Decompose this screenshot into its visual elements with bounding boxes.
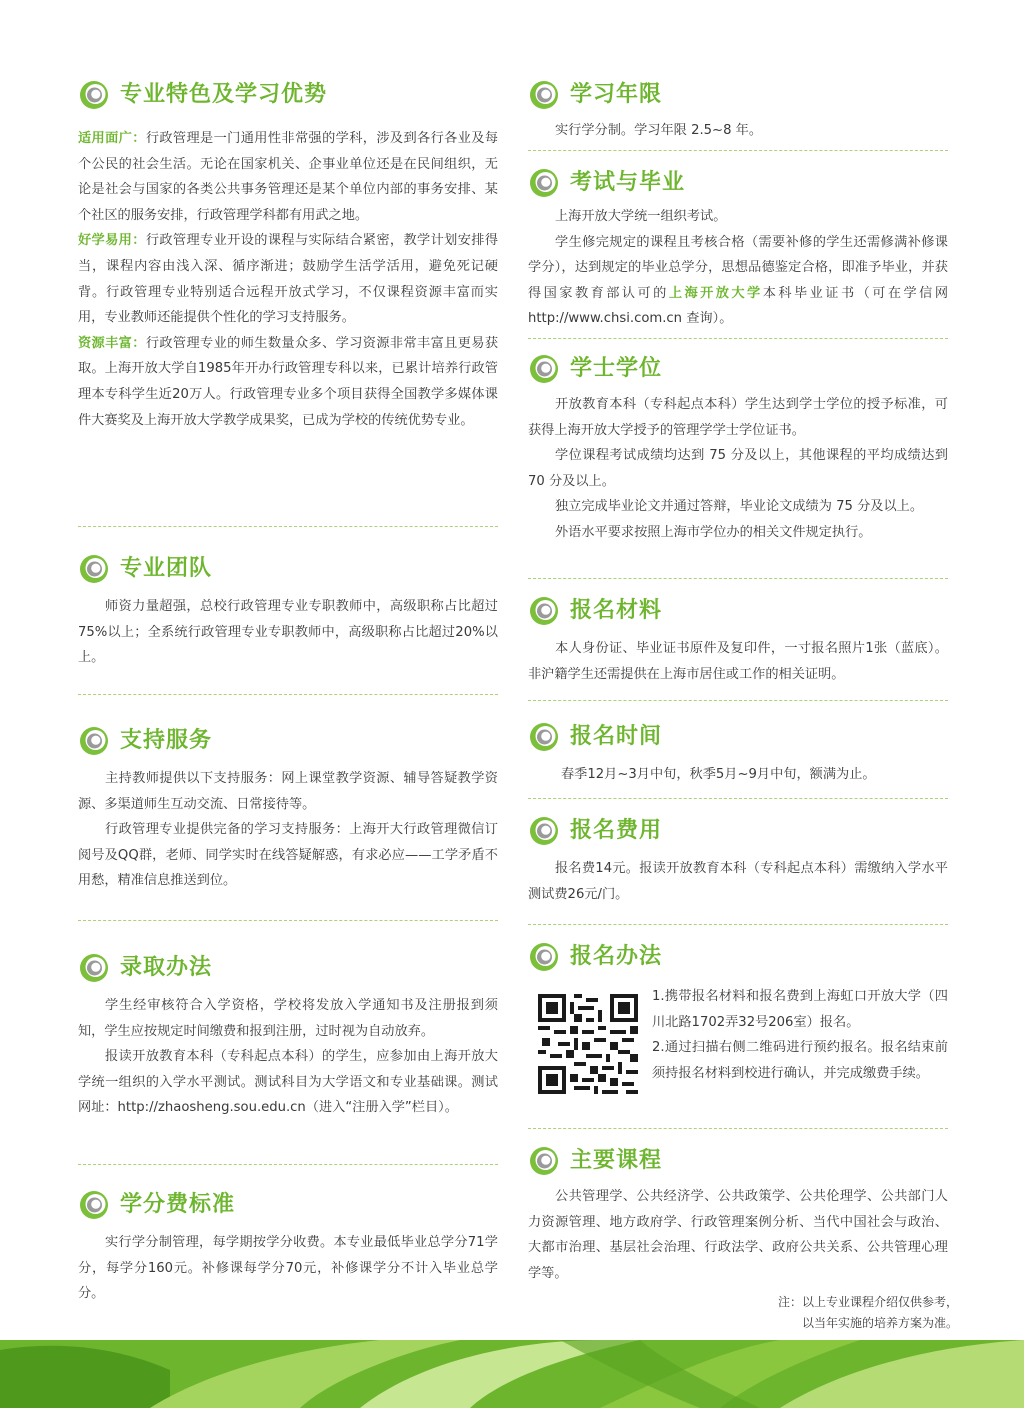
swirl-logo-icon bbox=[528, 595, 560, 627]
dashed-divider bbox=[528, 1128, 948, 1129]
section-header bbox=[528, 166, 948, 202]
section-support bbox=[78, 724, 498, 894]
section-header bbox=[78, 724, 498, 760]
decorative-footer-band bbox=[0, 1340, 1024, 1408]
swirl-logo-icon bbox=[528, 721, 560, 753]
paragraph: 学位课程考试成绩均达到 75 分及以上，其他课程的平均成绩达到 70 分及以上。 bbox=[528, 448, 948, 489]
section-title: 学分费标准 bbox=[120, 1192, 236, 1217]
section-regfee bbox=[528, 814, 948, 907]
section-title: 学习年限 bbox=[570, 82, 663, 107]
section-body bbox=[78, 1230, 498, 1307]
dashed-divider bbox=[78, 1164, 498, 1165]
section-title: 专业团队 bbox=[120, 556, 213, 581]
section-body bbox=[78, 594, 498, 671]
section-title: 主要课程 bbox=[570, 1148, 663, 1173]
swirl-logo-icon bbox=[528, 815, 560, 847]
section-duration bbox=[528, 78, 948, 144]
swirl-logo-icon bbox=[528, 167, 560, 199]
paragraph: 学生经审核符合入学资格，学校将发放入学通知书及注册报到须知，学生应按规定时间缴费和报到注册，过时视为自动放弃。 bbox=[78, 998, 498, 1039]
dashed-divider bbox=[528, 150, 948, 151]
section-header bbox=[78, 552, 498, 588]
feature-text: 行政管理专业的师生数量众多、学习资源非常丰富且更易获取。上海开放大学自1985年开办行政管理专科以来，已累计培养行政管理本专科学生近20万人。行政管理专业多个项目获得全国教学多媒体课件大赛奖及上海开放大学教学成果奖，已成为学校的传统优势专业。 bbox=[78, 335, 499, 428]
swirl-logo-icon bbox=[528, 941, 560, 973]
feature-paragraph bbox=[78, 331, 498, 433]
section-header bbox=[528, 814, 948, 850]
swirl-logo-icon bbox=[528, 353, 560, 385]
section-admission bbox=[78, 951, 498, 1121]
section-header bbox=[528, 352, 948, 388]
qr-code-icon[interactable] bbox=[538, 994, 638, 1094]
section-body bbox=[528, 118, 948, 144]
section-title: 学士学位 bbox=[570, 356, 663, 381]
footnote-line: 注：以上专业课程介绍仅供参考， bbox=[777, 1295, 958, 1309]
section-header bbox=[528, 594, 948, 630]
swirl-logo-icon bbox=[528, 1145, 560, 1177]
paragraph: 报名费14元。报读开放教育本科（专科起点本科）需缴纳入学水平测试费26元/门。 bbox=[528, 861, 948, 902]
section-body bbox=[528, 856, 948, 907]
paragraph: 上海开放大学统一组织考试。 bbox=[555, 209, 727, 224]
paragraph bbox=[528, 230, 948, 332]
swirl-logo-icon bbox=[78, 79, 110, 111]
section-body bbox=[528, 204, 948, 332]
section-body bbox=[78, 126, 498, 433]
dashed-divider bbox=[528, 338, 948, 339]
section-team bbox=[78, 552, 498, 671]
section-header bbox=[528, 1144, 948, 1180]
section-time bbox=[528, 720, 948, 788]
section-title: 报名费用 bbox=[570, 818, 663, 843]
section-header bbox=[78, 78, 498, 114]
paragraph: 行政管理专业提供完备的学习支持服务：上海开大行政管理微信订阅号及QQ群，老师、同学实时在线答疑解惑，有求必应——工学矛盾不用愁，精准信息推送到位。 bbox=[78, 822, 498, 889]
section-materials bbox=[528, 594, 948, 687]
paragraph: 主持教师提供以下支持服务：网上课堂教学资源、辅导答疑教学资源、多渠道师生互动交流、日常接待等。 bbox=[78, 771, 498, 812]
swirl-logo-icon bbox=[78, 725, 110, 757]
section-degree bbox=[528, 352, 948, 546]
section-body bbox=[78, 993, 498, 1121]
dashed-divider bbox=[528, 700, 948, 701]
section-body bbox=[528, 1184, 948, 1286]
swirl-logo-icon bbox=[78, 553, 110, 585]
section-title: 录取办法 bbox=[120, 955, 213, 980]
section-howto bbox=[528, 940, 948, 1081]
swirl-logo-icon bbox=[78, 952, 110, 984]
section-body bbox=[528, 762, 948, 788]
paragraph: 报读开放教育本科（专科起点本科）的学生，应参加由上海开放大学统一组织的入学水平测试。测试科目为大学语文和专业基础课。测试网址：http://zhaosheng.sou.edu.cn（进入“注册入学”栏目）。 bbox=[78, 1049, 498, 1116]
section-title: 报名材料 bbox=[570, 598, 663, 623]
footnote-line: 以当年实施的培养方案为准。 bbox=[801, 1316, 958, 1330]
paragraph: 公共管理学、公共经济学、公共政策学、公共伦理学、公共部门人力资源管理、地方政府学、行政管理案例分析、当代中国社会与政治、大都市治理、基层社会治理、行政法学、政府公共关系、公共管理心理学等。 bbox=[528, 1189, 948, 1281]
section-header bbox=[78, 951, 498, 987]
swirl-logo-icon bbox=[78, 1189, 110, 1221]
section-body bbox=[78, 766, 498, 894]
paragraph-text: 本科毕业证书（可在学信网http://www.chsi.com.cn 查询）。 bbox=[528, 285, 949, 327]
registration-step: 2.通过扫描右侧二维码进行预约报名。报名结束前须持报名材料到校进行确认，并完成缴费手续。 bbox=[652, 1040, 948, 1081]
section-fees bbox=[78, 1188, 498, 1307]
section-header bbox=[528, 720, 948, 756]
registration-step: 1.携带报名材料和报名费到上海虹口开放大学（四川北路1702弄32号206室）报名。 bbox=[652, 989, 948, 1030]
section-body bbox=[528, 636, 948, 687]
paragraph: 师资力量超强，总校行政管理专业专职教师中，高级职称占比超过75%以上；全系统行政管理专业专职教师中，高级职称占比超过20%以上。 bbox=[78, 599, 498, 666]
dashed-divider bbox=[78, 526, 498, 527]
section-features bbox=[78, 78, 498, 433]
paragraph: 春季12月~3月中旬，秋季5月~9月中旬，额满为止。 bbox=[561, 767, 876, 782]
dashed-divider bbox=[528, 578, 948, 579]
highlight-text: 上海开放大学 bbox=[668, 285, 763, 301]
feature-label: 适用面广： bbox=[78, 131, 146, 146]
section-title: 考试与毕业 bbox=[570, 170, 686, 195]
paragraph: 开放教育本科（专科起点本科）学生达到学士学位的授予标准，可获得上海开放大学授予的管理学学士学位证书。 bbox=[528, 397, 948, 438]
section-title: 报名办法 bbox=[570, 944, 663, 969]
paragraph: 外语水平要求按照上海市学位办的相关文件规定执行。 bbox=[555, 524, 872, 540]
section-title: 报名时间 bbox=[570, 724, 663, 749]
paragraph: 本人身份证、毕业证书原件及复印件，一寸报名照片1张（蓝底）。非沪籍学生还需提供在上海市居住或工作的相关证明。 bbox=[528, 641, 948, 682]
dashed-divider bbox=[78, 920, 498, 921]
section-title: 专业特色及学习优势 bbox=[120, 82, 328, 107]
section-exam bbox=[528, 166, 948, 332]
dashed-divider bbox=[528, 798, 948, 799]
dashed-divider bbox=[528, 924, 948, 925]
feature-label: 资源丰富： bbox=[78, 335, 146, 351]
feature-paragraph bbox=[78, 228, 498, 330]
paragraph: 独立完成毕业论文并通过答辩，毕业论文成绩为 75 分及以上。 bbox=[555, 499, 924, 515]
footnote bbox=[778, 1292, 958, 1334]
feature-label: 好学易用： bbox=[78, 233, 146, 249]
section-header bbox=[528, 940, 948, 976]
section-body bbox=[528, 392, 948, 546]
section-courses bbox=[528, 1144, 948, 1286]
section-title: 支持服务 bbox=[120, 728, 213, 753]
feature-text: 行政管理专业开设的课程与实际结合紧密，教学计划安排得当，课程内容由浅入深、循序渐进；鼓励学生活学活用，避免死记硬背。行政管理专业特别适合远程开放式学习，不仅课程资源丰富而实用，专业教师还能提供个性化的学习支持服务。 bbox=[78, 233, 499, 326]
section-header bbox=[528, 78, 948, 114]
section-header bbox=[78, 1188, 498, 1224]
feature-text: 行政管理是一门通用性非常强的学科，涉及到各行各业及每个公民的社会生活。无论在国家机关、企事业单位还是在民间组织，无论是社会与国家的各类公共事务管理还是某个单位内部的事务安排、某个社区的服务安排，行政管理学科都有用武之地。 bbox=[78, 131, 499, 223]
swirl-logo-icon bbox=[528, 79, 560, 111]
paragraph-text: 学生修完规定的课程且考核合格（需要补修的学生还需修满补修课学分），达到规定的毕业总学分，思想品德鉴定合格，即准予毕业，并获得国家教育部认可的 bbox=[528, 234, 948, 301]
paragraph: 实行学分制。学习年限 2.5~8 年。 bbox=[555, 123, 763, 138]
feature-paragraph bbox=[78, 126, 498, 228]
paragraph: 实行学分制管理，每学期按学分收费。本专业最低毕业总学分71学分，每学分160元。补修课每学分70元，补修课学分不计入毕业总学分。 bbox=[78, 1235, 498, 1302]
dashed-divider bbox=[78, 694, 498, 695]
registration-steps bbox=[652, 984, 948, 1086]
